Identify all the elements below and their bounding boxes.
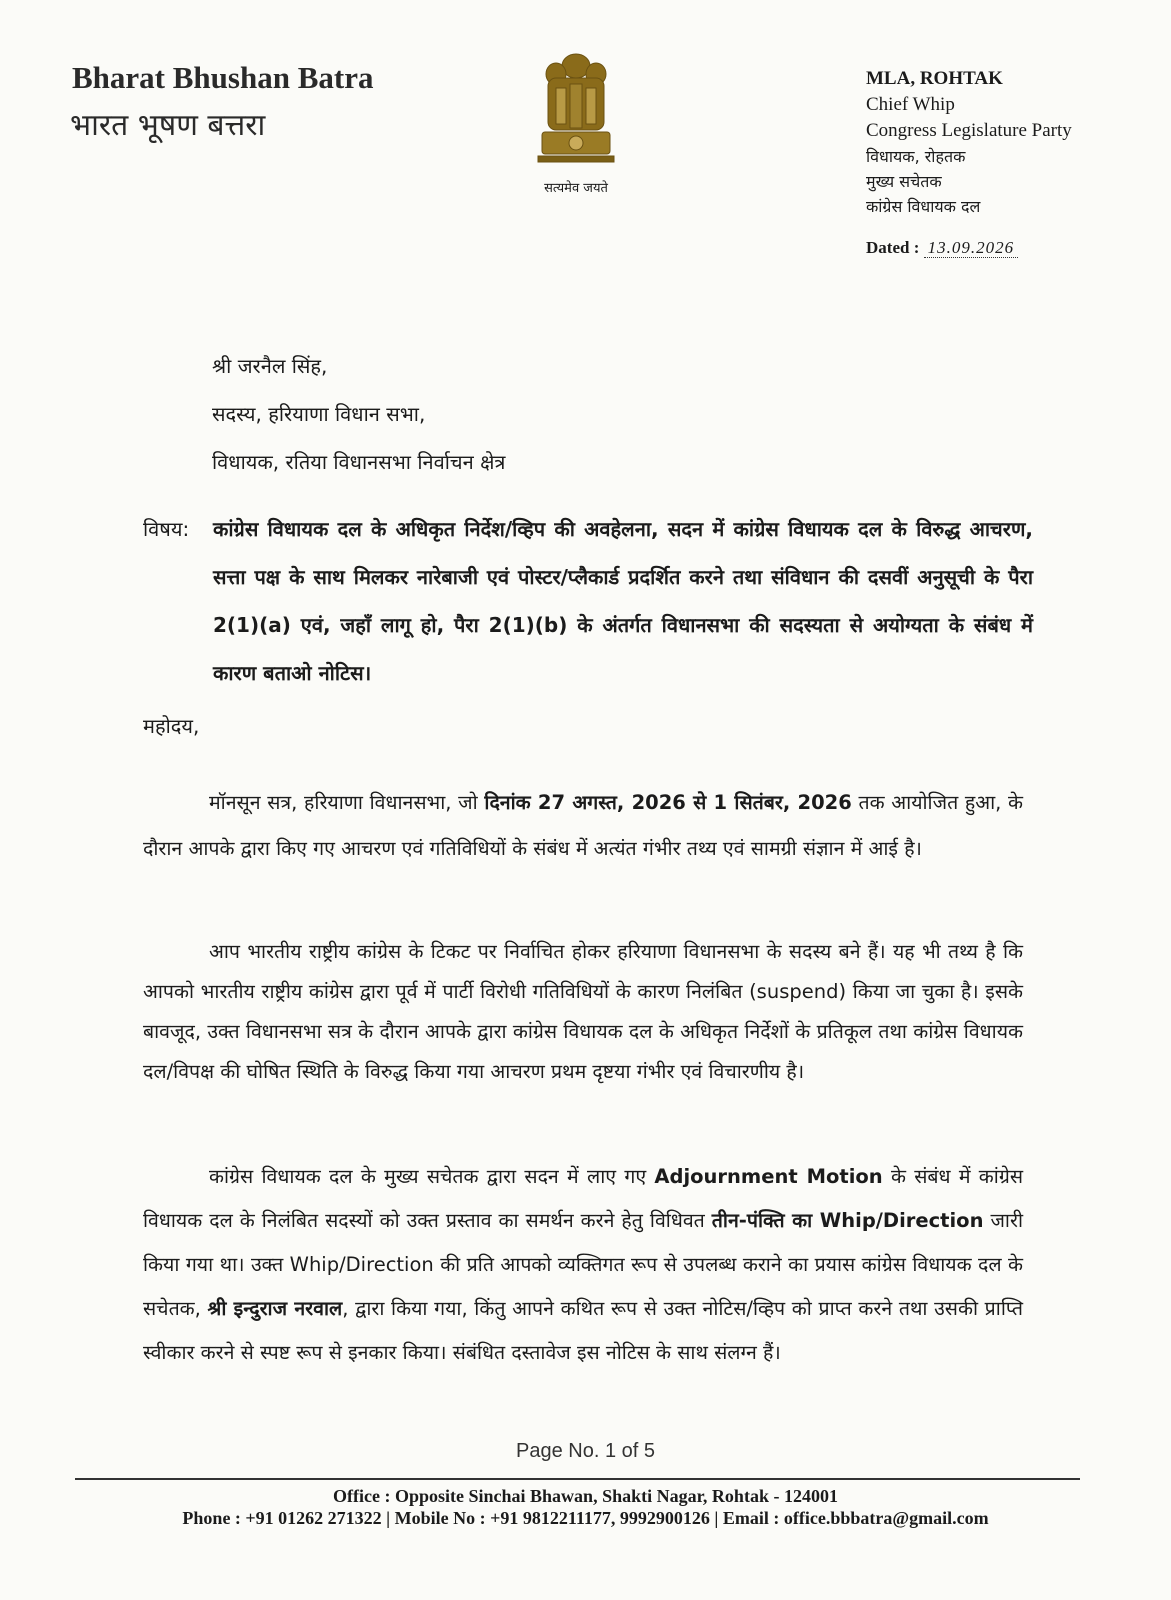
designation-hi-party: कांग्रेस विधायक दल bbox=[866, 197, 981, 216]
p3-text-a: कांग्रेस विधायक दल के मुख्य सचेतक द्वारा सदन में लाए गए bbox=[209, 1165, 655, 1188]
p3-whip-name: श्री इन्दुराज नरवाल bbox=[207, 1297, 343, 1320]
addressee-constituency: विधायक, रतिया विधानसभा निर्वाचन क्षेत्र bbox=[212, 450, 506, 474]
footer-contact: Phone : +91 01262 271322 | Mobile No : +91 9812211177, 9992900126 | Email : office.bbbatra@gmail.com bbox=[182, 1508, 989, 1528]
p3-adjournment-motion: Adjournment Motion bbox=[654, 1165, 883, 1188]
addressee-name: श्री जरनैल सिंह, bbox=[212, 354, 328, 378]
p3-text-c: के संबंध में कांग्रेस विधायक दल के निलंबित सदस्यों को उक्त प्रस्ताव का समर्थन करने हेतु विधिवत bbox=[143, 1165, 1023, 1232]
addressee-block bbox=[212, 342, 505, 486]
footer-divider bbox=[75, 1478, 1080, 1480]
salutation: महोदय, bbox=[143, 714, 200, 738]
body-paragraph-3 bbox=[143, 1155, 1023, 1375]
emblem-motto: सत्यमेव जयते bbox=[544, 181, 608, 196]
national-emblem-icon bbox=[530, 44, 622, 174]
p3-text-g: , द्वारा किया गया, किंतु आपने कथित रूप से उक्त नोटिस/व्हिप को प्राप्त करने तथा उसकी प्राप्ति स्वीकार करने से स्पष्ट रूप से इनकार किया। संबंधित दस्तावेज इस नोटिस के साथ संलग्न हैं। bbox=[143, 1297, 1023, 1364]
designation-mla: MLA, ROHTAK bbox=[866, 68, 1003, 89]
p1-session-dates: दिनांक 27 अगस्त, 2026 से 1 सितंबर, 2026 bbox=[484, 791, 852, 814]
date-value: 13.09.2026 bbox=[924, 238, 1019, 258]
addressee-role: सदस्य, हरियाणा विधान सभा, bbox=[212, 402, 426, 426]
designation-party: Congress Legislature Party bbox=[866, 120, 1072, 141]
p3-text-e: जारी किया गया था। उक्त Whip/Direction की प्रति आपको व्यक्तिगत रूप से उपलब्ध कराने का प्रयास कांग्रेस विधायक दल के सचेतक, bbox=[143, 1209, 1024, 1320]
p1-text: मॉनसून सत्र, हरियाणा विधानसभा, जो bbox=[209, 791, 485, 814]
date-label: Dated : bbox=[866, 238, 920, 257]
designation-hi-chief-whip: मुख्य सचेतक bbox=[866, 172, 942, 191]
subject-block bbox=[143, 505, 1033, 697]
sender-name-hindi: भारत भूषण बत्तरा bbox=[70, 108, 266, 143]
body-paragraph-1 bbox=[143, 780, 1023, 872]
subject-text: कांग्रेस विधायक दल के अधिकृत निर्देश/व्हिप की अवहेलना, सदन में कांग्रेस विधायक दल के विरुद्ध आचरण, सत्ता पक्ष के साथ मिलकर नारेबाजी एवं पोस्टर/प्लैकार्ड प्रदर्शित करने तथा संविधान की दसवीं अनुसूची के पैरा 2(1)(a) एवं, जहाँ लागू हो, पैरा 2(1)(b) के अंतर्गत विधानसभा की सदस्यता से अयोग्यता के संबंध में कारण बताओ नोटिस। bbox=[213, 517, 1033, 685]
p3-whip-direction: तीन-पंक्ति का Whip/Direction bbox=[711, 1209, 984, 1232]
page-number: Page No. 1 of 5 bbox=[516, 1440, 655, 1462]
designation-chief-whip: Chief Whip bbox=[866, 94, 955, 115]
sender-name-english: Bharat Bhushan Batra bbox=[72, 60, 374, 95]
designation-block bbox=[866, 66, 1072, 219]
p1-text-end: तक आयोजित हुआ, के दौरान आपके द्वारा किए गए आचरण एवं गतिविधियों के संबंध में अत्यंत गंभीर तथ्य एवं सामग्री संज्ञान में आई है। bbox=[143, 791, 1023, 860]
footer-office-address: Office : Opposite Sinchai Bhawan, Shakti Nagar, Rohtak - 124001 bbox=[333, 1486, 838, 1506]
subject-label: विषय: bbox=[143, 517, 190, 541]
date-line bbox=[866, 238, 1018, 258]
body-paragraph-2: आप भारतीय राष्ट्रीय कांग्रेस के टिकट पर निर्वाचित होकर हरियाणा विधानसभा के सदस्य बने हैं। यह भी तथ्य है कि आपको भारतीय राष्ट्रीय कांग्रेस द्वारा पूर्व में पार्टी विरोधी गतिविधियों के कारण निलंबित (suspend) किया जा चुका है। इसके बावजूद, उक्त विधानसभा सत्र के दौरान आपके द्वारा कांग्रेस विधायक दल के अधिकृत निर्देशों के प्रतिकूल तथा कांग्रेस विधायक दल/विपक्ष की घोषित स्थिति के विरुद्ध किया गया आचरण प्रथम दृष्टया गंभीर एवं विचारणीय है। bbox=[143, 940, 1023, 1083]
designation-hi-mla: विधायक, रोहतक bbox=[866, 147, 966, 166]
